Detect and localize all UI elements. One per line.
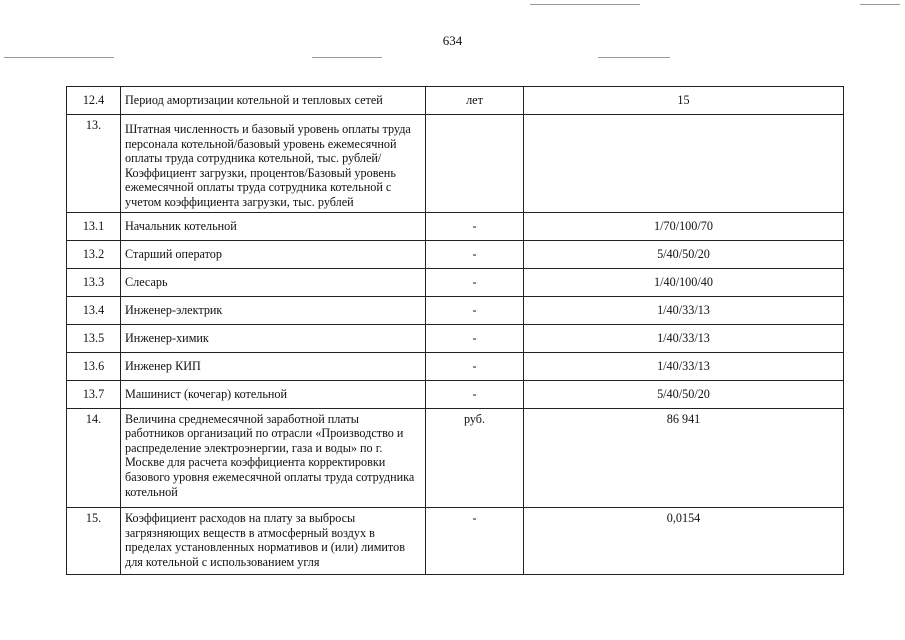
table-row (67, 324, 844, 352)
parameter-name: Инженер КИП (121, 352, 426, 380)
parameter-name: Начальник котельной (121, 212, 426, 240)
table-row (67, 115, 844, 213)
row-number: 13.4 (67, 296, 121, 324)
table-row (67, 296, 844, 324)
unit-cell: - (426, 380, 524, 408)
row-number: 13.1 (67, 212, 121, 240)
row-number: 13.7 (67, 380, 121, 408)
unit-cell: - (426, 352, 524, 380)
page-number: 634 (442, 33, 463, 48)
value-cell: 5/40/50/20 (524, 240, 844, 268)
parameter-name: Инженер-электрик (121, 296, 426, 324)
parameter-name: Штатная численность и базовый уровень оплаты труда персонала котельной/базовый уровень ежемесячной оплаты труда сотрудника котельной, тыс. рублей/Коэффициент загрузки, процентов/Базовый уровень ежемесячной оплаты труда сотрудника котельной с учетом коэффициента загрузки, тыс. рублей (121, 115, 426, 213)
unit-cell: - (426, 296, 524, 324)
unit-cell: - (426, 240, 524, 268)
value-cell: 1/70/100/70 (524, 212, 844, 240)
parameter-name: Величина среднемесячной заработной платы работников организаций по отрасли «Производство и распределение электроэнергии, газа и воды» по г. Москве для расчета коэффициента корректировки базового уровня ежемесячной оплаты труда сотрудника котельной (121, 408, 426, 508)
unit-cell: руб. (426, 408, 524, 508)
value-cell: 1/40/33/13 (524, 296, 844, 324)
value-cell: 1/40/33/13 (524, 324, 844, 352)
table-row (67, 352, 844, 380)
scan-artifact (598, 57, 670, 58)
scan-artifact (530, 4, 640, 5)
value-cell (524, 115, 844, 213)
row-number: 14. (67, 408, 121, 508)
value-cell: 1/40/33/13 (524, 352, 844, 380)
row-number: 15. (67, 508, 121, 574)
value-cell: 0,0154 (524, 508, 844, 574)
scan-artifact (312, 57, 382, 58)
parameter-name: Старший оператор (121, 240, 426, 268)
table-row (67, 87, 844, 115)
unit-cell: - (426, 268, 524, 296)
table-row (67, 212, 844, 240)
row-number: 13.3 (67, 268, 121, 296)
parameter-name: Машинист (кочегар) котельной (121, 380, 426, 408)
scan-artifact (4, 57, 114, 58)
unit-cell: лет (426, 87, 524, 115)
unit-cell: - (426, 212, 524, 240)
table-row (67, 380, 844, 408)
value-cell: 15 (524, 87, 844, 115)
value-cell: 5/40/50/20 (524, 380, 844, 408)
scan-artifact (860, 4, 900, 5)
table-row (67, 408, 844, 508)
parameters-table (66, 86, 844, 575)
parameter-name: Коэффициент расходов на плату за выбросы загрязняющих веществ в атмосферный воздух в пределах установленных нормативов и (или) лимитов для котельной с использованием угля (121, 508, 426, 574)
value-cell: 86 941 (524, 408, 844, 508)
row-number: 13.5 (67, 324, 121, 352)
row-number: 12.4 (67, 87, 121, 115)
row-number: 13. (67, 115, 121, 213)
row-number: 13.6 (67, 352, 121, 380)
table-row (67, 268, 844, 296)
unit-cell: - (426, 324, 524, 352)
parameter-name: Слесарь (121, 268, 426, 296)
table-row (67, 508, 844, 574)
row-number: 13.2 (67, 240, 121, 268)
table-row (67, 240, 844, 268)
value-cell: 1/40/100/40 (524, 268, 844, 296)
unit-cell (426, 115, 524, 213)
parameter-name: Период амортизации котельной и тепловых сетей (121, 87, 426, 115)
unit-cell: - (426, 508, 524, 574)
parameter-name: Инженер-химик (121, 324, 426, 352)
